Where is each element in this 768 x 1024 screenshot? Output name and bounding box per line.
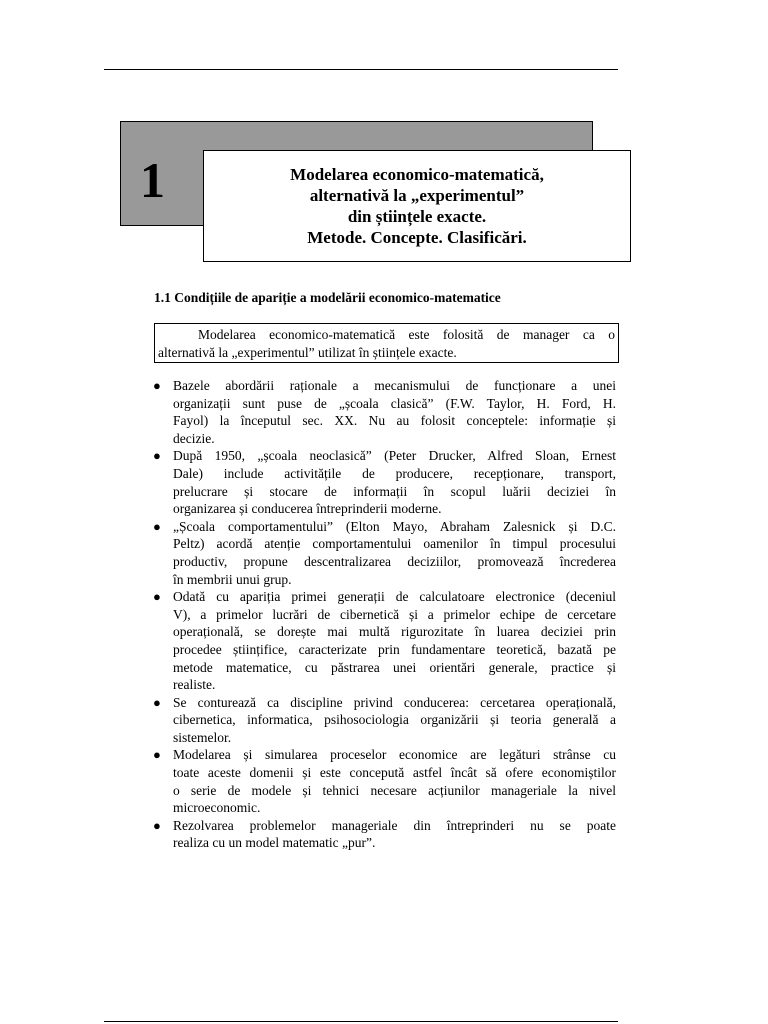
bullet-text-line: cibernetica, informatica, psihosociologia organizării și teoria generală a [173, 712, 616, 728]
bullet-item [152, 817, 616, 852]
bullet-text-line: prelucrare și stocare de informații în scopul luării deciziei în [173, 483, 616, 499]
bullet-text-line: organizarea și conducerea întreprinderii moderne. [173, 501, 442, 517]
bullet-text-line: Fayol) la începutul sec. XX. Nu au folosit conceptele: informație și [173, 413, 616, 429]
chapter-title-line: din științele exacte. [347, 207, 487, 226]
chapter-title-line: Metode. Concepte. Clasificări. [307, 228, 527, 247]
bullet-text-line: V), a primelor lucrări de cibernetică și a primelor echipe de cercetare [173, 606, 616, 622]
bullet-text-line: Se conturează ca discipline privind conducerea: cercetarea operațională, [173, 694, 616, 710]
bullet-item [152, 447, 616, 517]
section-heading: 1.1 Condițiile de apariție a modelării economico-matematice [154, 290, 501, 305]
bullet-icon: ● [153, 589, 161, 605]
bullet-text-line: procedee științifice, caracterizate prin fundamentare teoretică, bazată pe [173, 641, 616, 657]
bullet-item [152, 694, 616, 747]
bullet-text-line: Modelarea și simularea proceselor economice are legături strânse cu [173, 747, 616, 763]
chapter-title-line: alternativă la „experimentul” [309, 186, 525, 205]
chapter-number: 1 [140, 152, 165, 208]
chapter-title-line: Modelarea economico-matematică, [290, 165, 544, 184]
bullet-icon: ● [153, 518, 161, 534]
bullet-item [152, 588, 616, 694]
bullet-text-line: Bazele abordării raționale a mecanismului de funcționare a unei [173, 378, 616, 393]
bullet-text-line: Odată cu apariția primei generații de calculatoare electronice (deceniul [173, 589, 616, 605]
bullet-icon: ● [153, 378, 161, 393]
bullet-text-line: organizații sunt puse de „școala clasică” (F.W. Taylor, H. Ford, H. [173, 395, 616, 411]
bullet-icon: ● [153, 448, 161, 464]
intro-text-line: alternativă la „experimentul” utilizat în științele exacte. [158, 344, 457, 360]
bullet-text-line: productiv, propune descentralizarea deciziilor, promovează încrederea [173, 553, 616, 569]
bullet-text-line: Rezolvarea problemelor manageriale din întreprinderi nu se poate [173, 817, 616, 833]
bullet-text-line: realiza cu un model matematic „pur”. [173, 835, 376, 851]
bullet-text-line: După 1950, „școala neoclasică” (Peter Drucker, Alfred Sloan, Ernest [173, 448, 616, 464]
intro-callout [154, 323, 619, 363]
bullet-item [152, 746, 616, 816]
bullet-text-line: sistemelor. [173, 729, 232, 745]
bullet-icon: ● [153, 694, 161, 710]
bottom-rule [104, 1021, 618, 1022]
bullet-text-line: metode matematice, cu păstrarea unei orientări generale, practice și [173, 659, 616, 675]
bullet-text-line: în membrii unui grup. [173, 571, 292, 587]
bullet-item [152, 518, 616, 588]
bullet-icon: ● [153, 817, 161, 833]
intro-text-line: Modelarea economico-matematică este folosită de manager ca o [198, 327, 615, 342]
bullet-text-line: Peltz) acordă atenție comportamentului oamenilor în timpul procesului [173, 536, 616, 552]
bullet-text-line: „Școala comportamentului” (Elton Mayo, Abraham Zalesnick și D.C. [173, 518, 616, 534]
bullet-item [152, 377, 616, 447]
bullet-text-line: realiste. [173, 677, 216, 693]
bullet-text-line: Dale) include activitățile de producere, recepționare, transport, [173, 465, 616, 481]
top-rule [104, 69, 618, 70]
bullet-icon: ● [153, 747, 161, 763]
chapter-title-box [203, 150, 631, 262]
bullet-text-line: decizie. [173, 430, 215, 446]
bullet-text-line: toate aceste domenii și este concepută astfel încât să ofere economiștilor [173, 765, 616, 781]
bullet-list [152, 377, 616, 852]
bullet-text-line: operațională, se dorește mai multă rigurozitate în luarea deciziei prin [173, 624, 616, 640]
bullet-text-line: o serie de modele și tehnici necesare acțiunilor manageriale la nivel [173, 782, 616, 798]
bullet-text-line: microeconomic. [173, 800, 261, 816]
